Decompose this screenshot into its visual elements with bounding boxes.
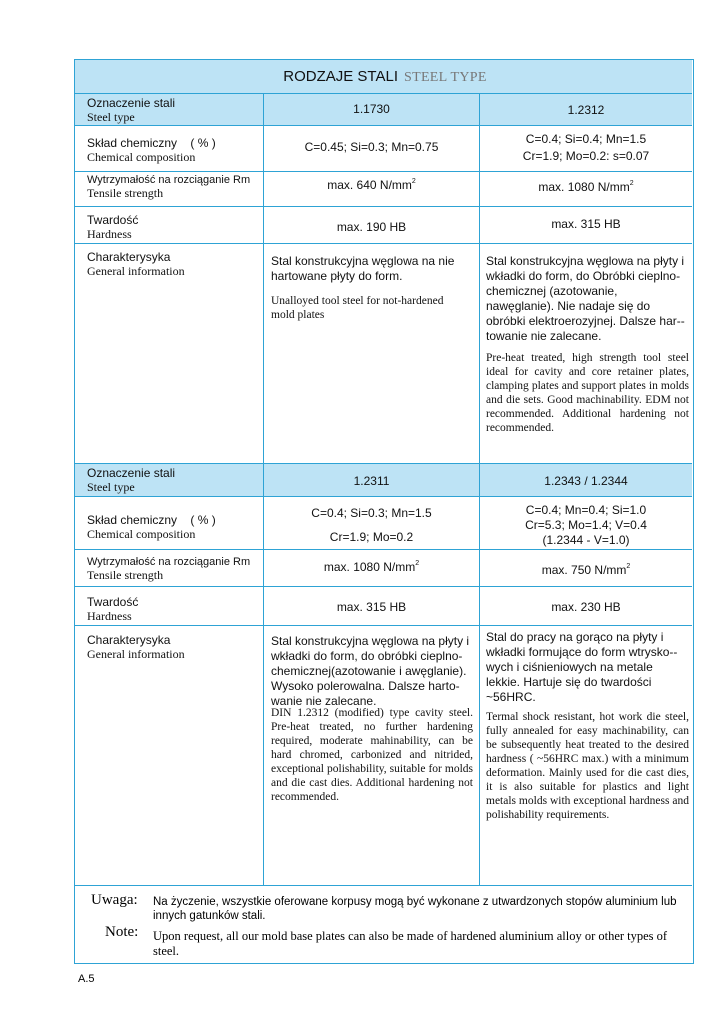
- hardness-2312: max. 315 HB: [551, 217, 621, 231]
- label-hardness-2: Twardość Hardness: [87, 595, 139, 623]
- chem-2312-a: C=0.4; Si=0.4; Mn=1.5: [525, 132, 647, 146]
- info-en-2343: Termal shock resistant, hot work die steel, fully annealed for easy machinability, can be subsequently heat treated to the desired hardness ( ~56HRC max.) with a minimum deformation. Mainly used for die cast dies, it is also suitable for plastics and light metals molds with exceptional hardness and polishability requirements.: [486, 711, 689, 821]
- label-tensile-2: Wytrzymałość na rozciąganie Rm Tensile strength: [87, 556, 251, 582]
- tensile-2311: max. 1080 $N/mm^2$: [323, 560, 420, 574]
- hardness-2311: max. 315 HB: [336, 600, 407, 614]
- label-tensile-1: Wytrzymałość na rozciąganie Rm Tensile strength: [87, 174, 251, 200]
- info-en-2312: Pre-heat treated, high strength tool steel ideal for cavity and core retainer plates, clamping plates and support plates in molds and die sets. Good machinability. EDM not recommended. Additional hardening not recommended.: [486, 352, 689, 434]
- chem-2343-b: Cr=5.3; Mo=1.4; V=0.4: [525, 518, 647, 532]
- tensile-1730: max. 640 $N/mm^2$: [327, 178, 416, 192]
- hardness-1730: max. 190 HB: [336, 220, 407, 234]
- note-text-pl: Na życzenie, wszystkie oferowane korpusy mogą być wykonane z utwardzonych stopów aluminium lub innych gatunków stali.: [153, 896, 677, 922]
- info-en-2311: DIN 1.2312 (modified) type cavity steel. Pre-heat treated, no further hardening required, moderate mahinability, can be hard chromed, carbonized and nitrided, exceptional polishability, suitable for molds and die cast dies. Additional hardening not recommended.: [271, 707, 473, 803]
- label-chem-2: Skład chemiczny ( % ) Chemical composition: [87, 513, 216, 541]
- note-label-pl: Uwaga:: [91, 892, 138, 908]
- info-en-1730: Unalloyed tool steel for not-hardened mold plates: [271, 295, 444, 321]
- steel-type-1730: 1.1730: [353, 102, 390, 116]
- label-info-1: Charakterysyka General information: [87, 250, 185, 278]
- label-steel-type-1: Oznaczenie stali Steel type: [87, 96, 176, 124]
- chem-2311-b: Cr=1.9; Mo=0.2: [329, 530, 414, 544]
- info-pl-2312: Stal konstrukcyjna węglowa na płyty i wkładki do form, do Obróbki cieplno-chemicznej (azotowanie, nawęglanie). Nie nadaje się do obróbki elektroerozyjnej. Dalsze har--towanie nie zalecane.: [486, 254, 685, 343]
- info-pl-2311: Stal konstrukcyjna węglowa na płyty i wkładki do form, do obróbki cieplno-chemicznej(azotowanie i awęglanie). Wysoko polerowalna. Dalsze harto-wanie nie zalecane.: [271, 634, 470, 708]
- steel-type-2343: 1.2343 / 1.2344: [544, 474, 628, 488]
- chem-2343-a: C=0.4; Mn=0.4; Si=1.0: [525, 503, 647, 517]
- note-label-en: Note:: [105, 924, 139, 940]
- tensile-2312: max. 1080 $N/mm^2$: [538, 180, 634, 194]
- label-chem-1: Skład chemiczny ( % ) Chemical composition: [87, 136, 216, 164]
- label-steel-type-2: Oznaczenie stali Steel type: [87, 466, 176, 494]
- info-pl-1730: Stal konstrukcyjna węglowa na nie hartowane płyty do form.: [271, 254, 455, 283]
- label-info-2: Charakterysyka General information: [87, 633, 185, 661]
- chem-2343-c: (1.2344 - V=1.0): [542, 533, 630, 547]
- steel-type-2311: 1.2311: [353, 474, 390, 488]
- chem-2312-b: Cr=1.9; Mo=0.2: s=0.07: [522, 149, 650, 163]
- tensile-2343: max. 750 $N/mm^2$: [541, 563, 631, 577]
- chem-1730: C=0.45; Si=0.3; Mn=0.75: [304, 140, 439, 154]
- steel-type-2312: 1.2312: [567, 103, 605, 117]
- hardness-2343: max. 230 HB: [551, 600, 621, 614]
- chem-2311-a: C=0.4; Si=0.3; Mn=1.5: [311, 506, 432, 520]
- steel-table-frame: [74, 59, 694, 964]
- table-title: RODZAJE STALI STEEL TYPE: [283, 68, 487, 85]
- page-number: A.5: [78, 973, 95, 985]
- info-pl-2343: Stal do pracy na gorąco na płyty i wkładki formujące do form wtrysko-- wych i ciśnieniowych na metale lekkie. Hartuje się do twardości ~56HRC.: [486, 630, 678, 704]
- label-hardness-1: Twardość Hardness: [87, 213, 139, 241]
- note-text-en: Upon request, all our mold base plates can also be made of hardened aluminium alloy or other types of steel.: [153, 929, 668, 958]
